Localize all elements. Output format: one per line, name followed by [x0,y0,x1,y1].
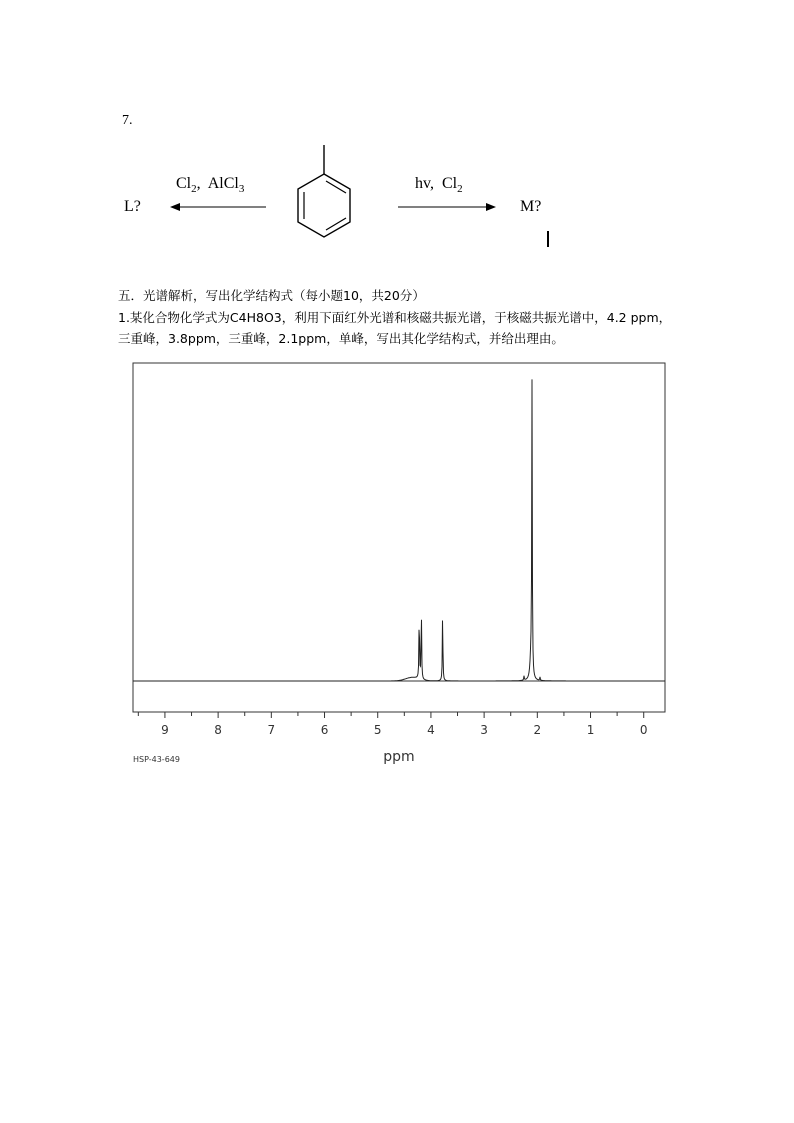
spectrum-id: HSP-43-649 [133,755,180,764]
left-product: L? [124,198,141,215]
tick-label: 6 [320,723,329,737]
section-title: 五．光谱解析，写出化学结构式（每小题10，共20分） [118,288,425,303]
x-axis-ticks [138,712,643,718]
nmr-spectrum-chart [125,355,685,775]
tick-label: 7 [267,723,276,737]
problem-text: 1.某化合物化学式为C4H8O3，利用下面红外光谱和核磁共振光谱，于核磁共振光谱中，4.2 ppm，三重峰，3.8ppm，三重峰，2.1ppm，单峰，写出其化学结构式，并给出理由。 [118,310,672,346]
spectrum-line [133,379,665,681]
tick-label: 8 [214,723,222,737]
tick-label: 1 [586,723,595,737]
tick-label: 2 [533,723,542,737]
text-cursor [547,231,549,247]
tick-label: 5 [373,723,382,737]
x-axis-tick-labels [161,723,647,737]
plot-frame [133,363,665,712]
toluene-structure-icon [290,140,360,245]
tick-label: 9 [161,723,169,737]
right-reagents: hv, $Cl_2$ [415,175,463,196]
tick-label: 0 [639,723,648,737]
right-arrow-icon [396,200,496,214]
left-reagents: $Cl_2$, AlCl$_3$ [176,175,245,196]
tick-label: 4 [427,723,435,737]
tick-label: 3 [480,723,488,737]
x-axis-label: ppm [383,749,415,765]
right-product: M? [520,198,542,215]
left-arrow-icon [170,200,270,214]
question-number: 7. [122,113,133,128]
